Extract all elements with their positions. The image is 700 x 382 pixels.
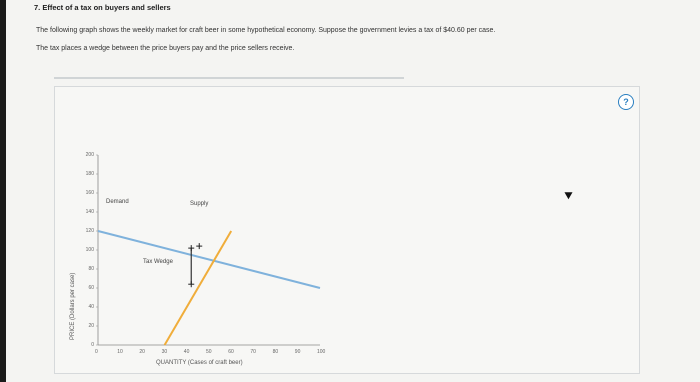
supply-label: Supply xyxy=(190,201,209,207)
y-tick-label: 80 xyxy=(88,266,94,272)
demand-label: Demand xyxy=(106,199,129,205)
question-title: 7. Effect of a tax on buyers and sellers xyxy=(34,3,171,12)
y-tick-label: 0 xyxy=(91,342,94,348)
x-tick-label: 100 xyxy=(317,349,326,355)
help-icon[interactable]: ? xyxy=(618,94,634,110)
y-tick-label: 140 xyxy=(85,209,94,215)
screen xyxy=(6,0,700,382)
x-tick-label: 80 xyxy=(272,349,279,355)
x-tick-label: 10 xyxy=(117,349,123,355)
y-tick-label: 200 xyxy=(85,152,94,158)
y-tick-label: 160 xyxy=(85,190,94,196)
y-tick-label: 20 xyxy=(88,323,94,329)
x-tick-label: 40 xyxy=(183,349,190,355)
y-tick-label: 60 xyxy=(88,285,94,291)
y-tick-label: 100 xyxy=(85,247,94,253)
y-tick-label: 120 xyxy=(85,228,94,234)
y-axis-title: PRICE (Dollars per case) xyxy=(70,272,76,340)
x-tick-label: 60 xyxy=(228,349,234,355)
x-tick-label: 20 xyxy=(139,349,145,355)
question-text-2: The tax places a wedge between the price buyers pay and the price sellers receive. xyxy=(36,45,295,52)
supply-curve xyxy=(165,231,232,345)
x-tick-label: 0 xyxy=(95,349,98,355)
x-tick-label: 90 xyxy=(294,349,301,355)
question-text-1: The following graph shows the weekly market for craft beer in some hypothetical economy. Suppose the government levies a tax of $40.60 per case. xyxy=(36,27,496,34)
y-tick-label: 180 xyxy=(85,171,94,177)
x-axis-title: QUANTITY (Cases of craft beer) xyxy=(156,360,243,366)
y-tick-label: 40 xyxy=(88,304,94,310)
tax-wedge-label: Tax Wedge xyxy=(143,259,173,265)
x-tick-label: 70 xyxy=(250,349,256,355)
x-tick-label: 30 xyxy=(161,349,168,355)
price-quantity-graph xyxy=(6,0,700,382)
x-tick-label: 50 xyxy=(206,349,212,355)
demand-curve xyxy=(98,231,320,288)
